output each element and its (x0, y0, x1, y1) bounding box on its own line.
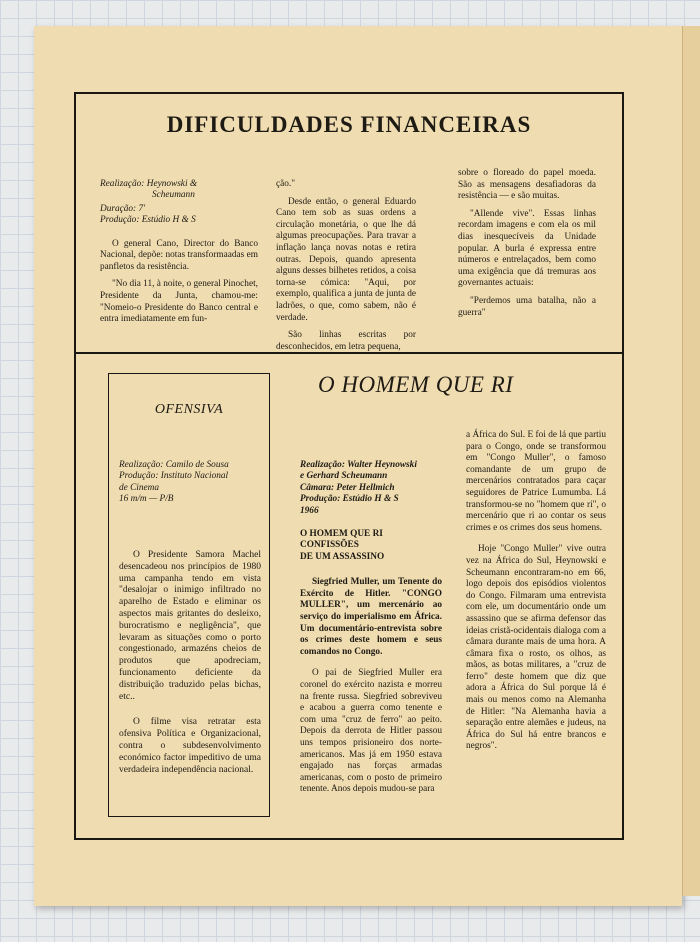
credit-line: Câmara: Peter Hellmich (300, 482, 395, 493)
paragraph: Siegfried Muller, um Tenente do Exército de Hitler. "CONGO MULLER", um mercenário ao serviço do imperialismo em África. Um documentário-entrevista sobre os crimes deste homem e seus comandos no Congo. (300, 577, 442, 657)
credit-line: Produção: Estúdio H & S (100, 215, 196, 226)
credit-line: Realização: Walter Heynowski (300, 460, 417, 470)
main-article-column-1 (300, 460, 442, 802)
sidebar-body (119, 550, 261, 784)
subtitle-line: DE UM ASSASSINO (300, 551, 385, 562)
article-column-1 (100, 179, 258, 332)
article-column-3 (458, 168, 596, 325)
article-column-2 (276, 179, 416, 359)
paragraph: ção." (276, 179, 296, 189)
credit-line: 1966 (300, 505, 319, 516)
paragraph: "Allende vive". Essas linhas recordam imagens e com ela os mil dias inesquecíveis da Unidade popular. A burla é expressa entre números e entrelaçados, bem como uma exigência que dá tremuras aos governantes actuais: (458, 208, 596, 289)
paragraph: O filme visa retratar esta ofensiva Política e Organizacional, contra o subdesenvolvimento económico factor impeditivo de uma verdadeira independência nacional. (119, 717, 261, 775)
subtitle-line: CONFISSÕES (300, 540, 359, 551)
credit-line: Realização: Heynowski & (100, 179, 198, 189)
subtitle-line: O HOMEM QUE RI (300, 529, 383, 540)
credit-line: e Gerhard Scheumann (300, 471, 388, 482)
next-page-edge (682, 26, 700, 896)
credit-line: de Cinema (119, 482, 160, 493)
sidebar-box-ofensiva (108, 373, 270, 817)
article-credits (100, 179, 258, 227)
paragraph: Hoje "Congo Muller" vive outra vez na África do Sul, Heynowski e Scheumann encontraram-no em 66, logo depois dos episódios violentos do Congo. Filmaram uma entrevista com ele, um documentário onde um assassino que se afirma defensor das ideias cristã-ocidentais dialoga com a câmara durante mais de uma hora. A câmara fixa o rosto, os olhos, as mãos, as botas militares, a "cruz de ferro" deste homem que diz que adora a África do Sul porque lá é mais ou menos como na Alemanha de Hitler: "Na Alemanha havia a separação entre alemães e judeus, na África do Sul há entre brancos e negros". (466, 544, 606, 752)
article-title-dificuldades: DIFICULDADES FINANCEIRAS (166, 112, 532, 137)
paragraph: Desde então, o general Eduardo Cano tem sob as suas ordens a circulação monetária, o que lhe dá algumas preocupações. Para travar a inflação lança novas notas e retira outras. Depois, quando apresenta alguns desses bilhetes retidos, a coisa torna-se cómica: "Aqui, por exemplo, qualifica a junta de junta de ladrões, o que, como sabem, não é verdade. (276, 196, 416, 323)
paragraph: "No dia 11, à noite, o general Pinochet, Presidente da Junta, chamou-me: "Nomeio-o Presidente do Banco central e entra imediatamente em fun- (100, 279, 258, 325)
credit-line: 16 m/m — P/B (119, 494, 174, 505)
sidebar-title: OFENSIVA (154, 402, 224, 417)
credit-line: Duração: 7' (100, 203, 146, 214)
credit-line: Scheumann (152, 190, 195, 201)
section-divider (76, 352, 622, 354)
paragraph: O Presidente Samora Machel desencadeou nos princípios de 1980 uma campanha tendo em vista "desalojar o inimigo infiltrado no aparelho de Estado e eliminar os aspectos mais gritantes do desleixo, burocratismo e negligência", que levaram as situações como o porto congestionado, armazéns cheios de produtos que apodreciam, funcionamento deficiente da distribuição traduzido pelas bichas, etc.. (119, 550, 261, 702)
sidebar-credits (119, 460, 259, 506)
main-article-subtitle (300, 529, 442, 563)
article-title-homem-que-ri: O HOMEM QUE RI (318, 372, 514, 397)
credit-line: Produção: Instituto Nacional (119, 471, 229, 482)
paragraph: "Perdemos uma batalha, não a guerra" (458, 295, 596, 318)
main-article-credits (300, 460, 442, 517)
credit-line: Realização: Camilo de Sousa (119, 460, 229, 470)
paragraph: a África do Sul. E foi de lá que partiu para o Congo, onde se transformou em "Congo Muller", o famoso comandante de um grupo de mercenários contratados para caçar seguidores de Patrice Lumumba. Lá transformou-se no "homem que ri", o mercenário que ri ao contar os seus crimes e os crimes dos seus homens. (466, 430, 606, 533)
paragraph: O pai de Siegfried Muller era coronel do exército nazista e morreu na frente russa. Siegfried sobreviveu e acabou a guerra como tenente e com uma "cruz de ferro" ao peito. Depois da derrota de Hitler passou uns tempos prisioneiro dos norte-americanos. Mas já em 1950 estava engajado nas forças armadas americanas, com o posto de primeiro tenente. Anos depois mudou-se para (300, 668, 442, 795)
content-frame (74, 92, 624, 840)
credit-line: Produção: Estúdio H & S (300, 494, 399, 505)
paragraph: O general Cano, Director do Banco Nacional, depõe: notas transformaadas em panfletos da resistência. (100, 238, 258, 272)
newsletter-page (34, 26, 682, 906)
paragraph: sobre o floreado do papel moeda. São as mensagens desafiadoras da resistência — e são muitas. (458, 168, 596, 202)
main-article-column-2 (466, 430, 606, 759)
paragraph: São linhas escritas por desconhecidos, em letra pequena, (276, 330, 416, 352)
